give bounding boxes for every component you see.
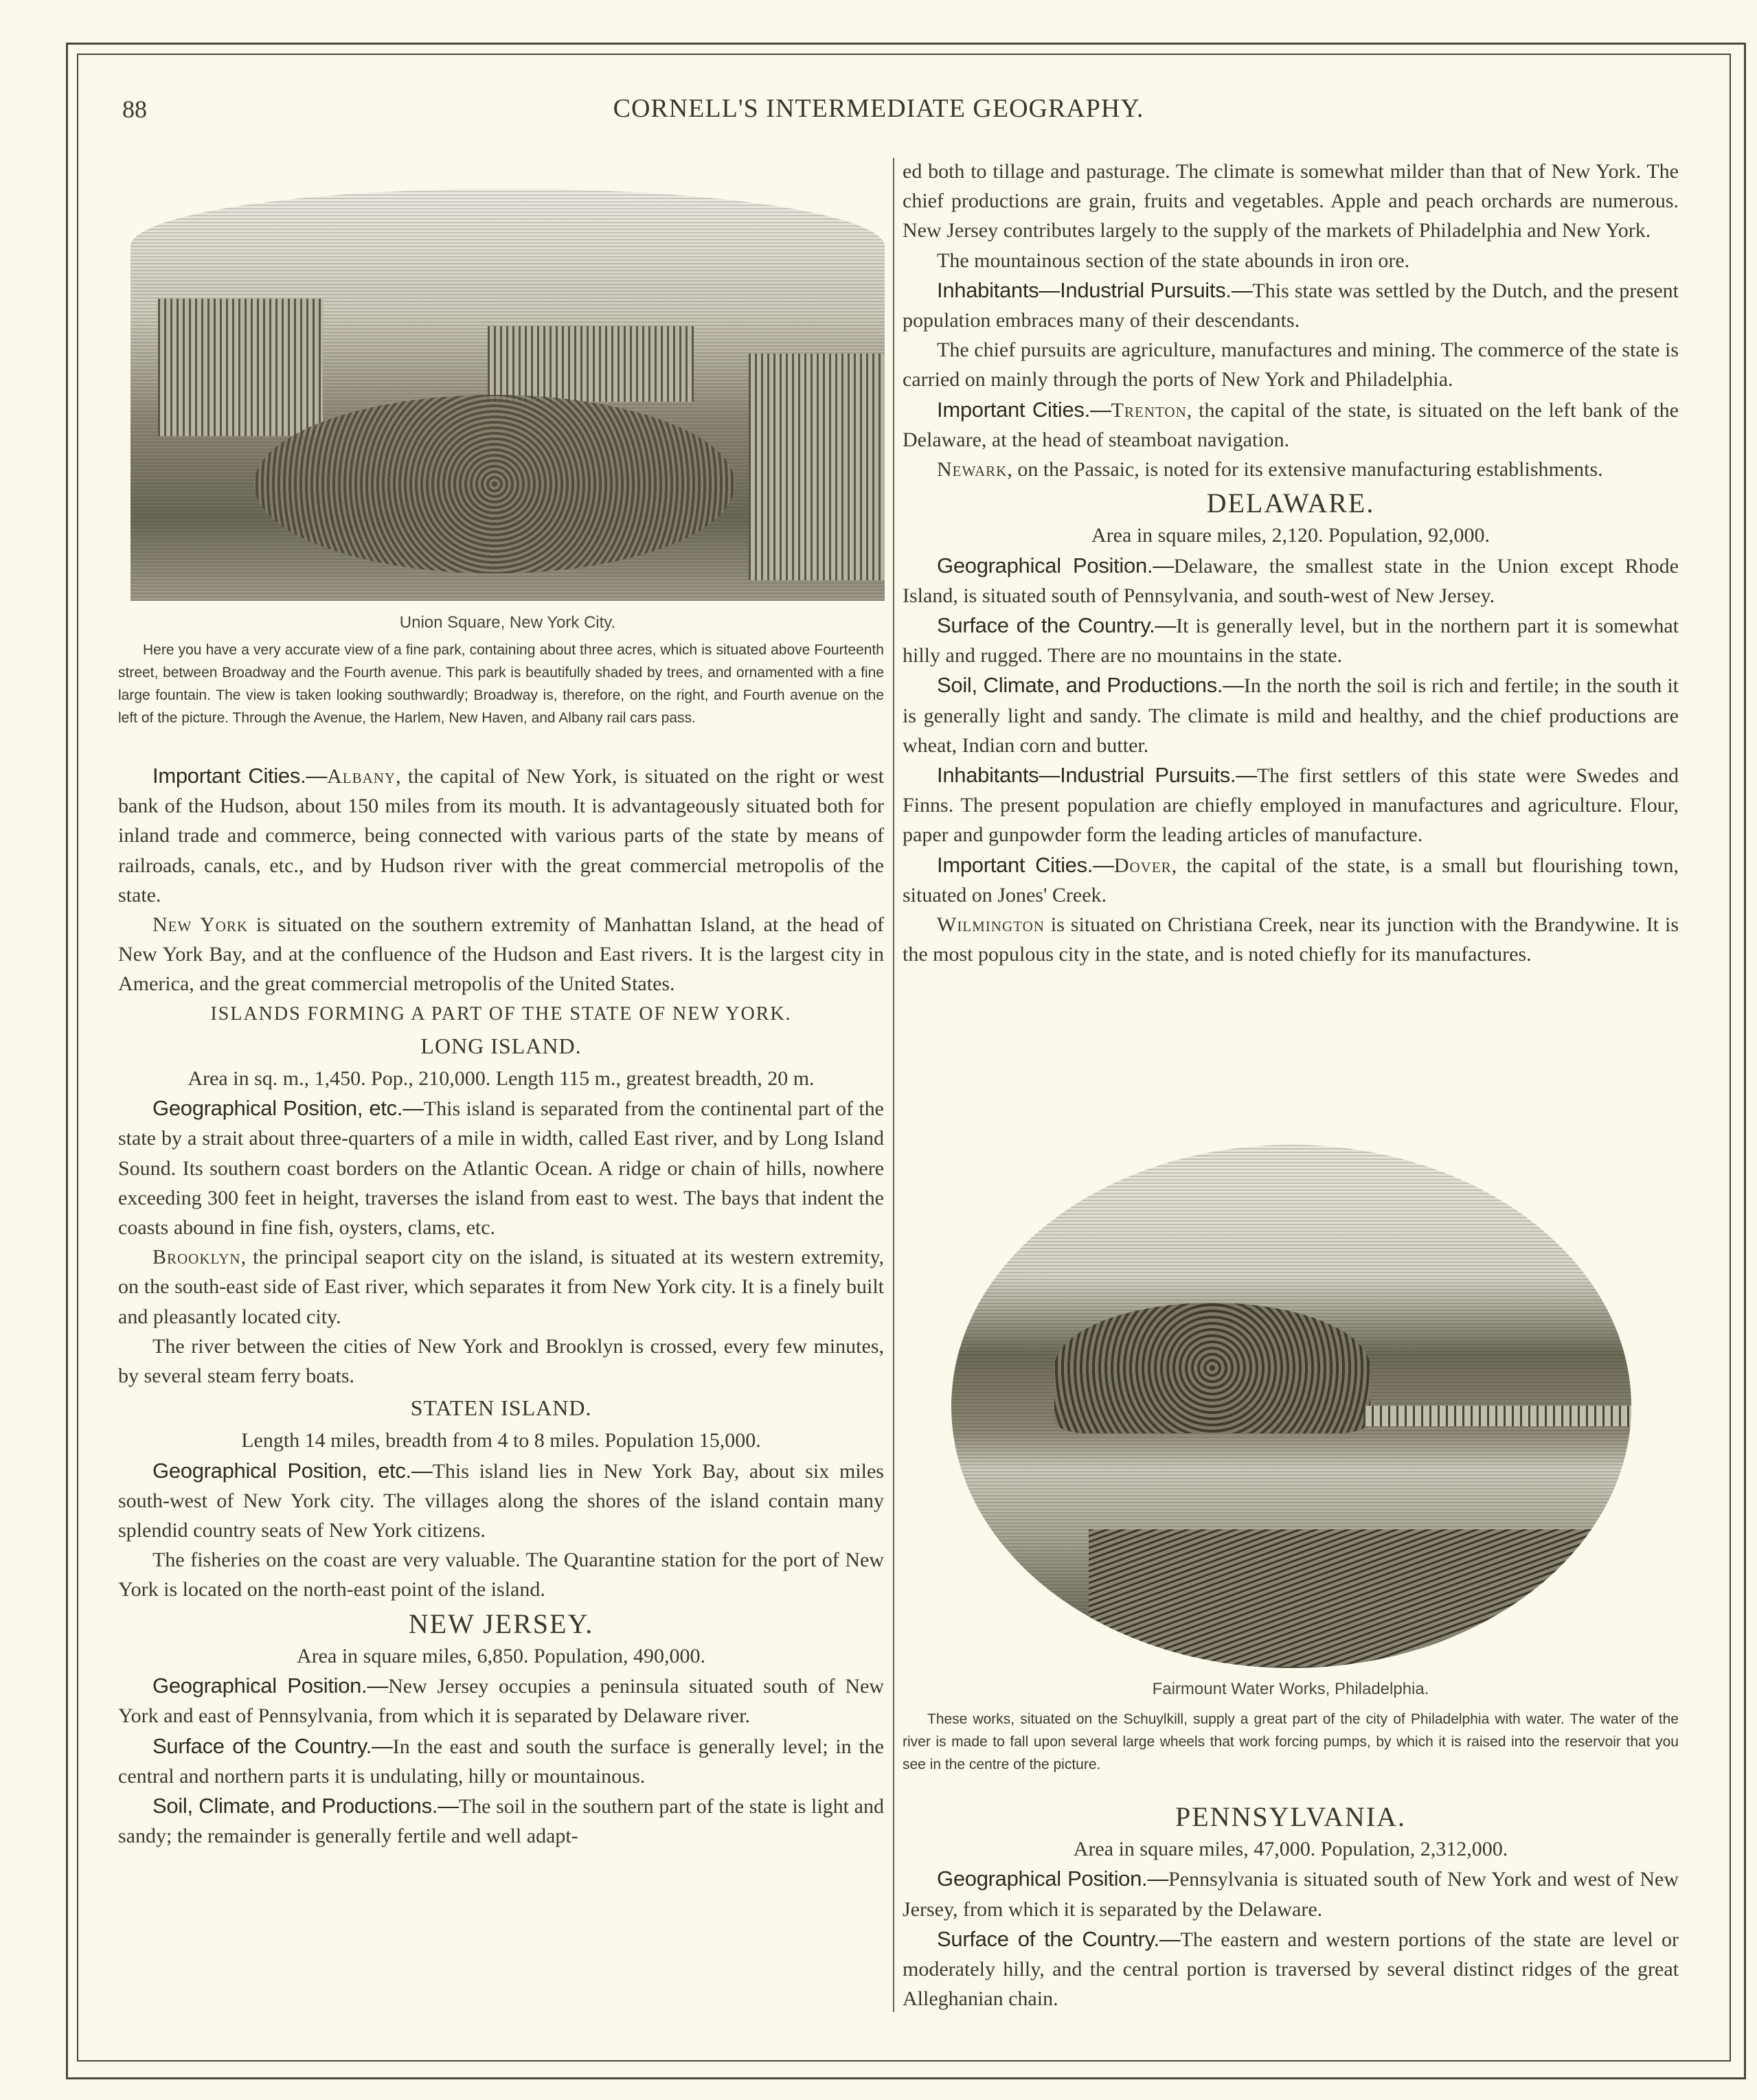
city-name: Wilmington [937, 913, 1045, 937]
reservoir-hill [1054, 1303, 1370, 1433]
run-in-heading: Important Cities.— [937, 397, 1111, 422]
paragraph-text: , the capital of the state, is situated on the left bank of the Delaware, at the head of steamboat navigation. [903, 398, 1679, 451]
paragraph-text: Delaware, the smallest state in the Union except Rhode Island, is situated south of Pennsylvania, and south-west of New Jersey. [903, 554, 1679, 607]
fairmount-water-works-engraving [951, 1145, 1631, 1668]
paragraph [903, 850, 1679, 910]
paragraph-text: The fisheries on the coast are very valuable. The Quarantine station for the port of New York is located on the north-east point of the island. [118, 1549, 884, 1601]
island-heading: LONG ISLAND. [420, 1033, 582, 1058]
statistics-line: Area in square miles, 2,120. Population, 92,000. [1091, 524, 1490, 547]
buildings-left [158, 299, 323, 436]
paragraph-text: In the north the soil is rich and fertile; in the south it is generally light and sandy. The climate is mild and healthy, and the chief productions are wheat, Indian corn and butter. [903, 674, 1679, 757]
state-heading: PENNSYLVANIA. [1175, 1801, 1407, 1832]
statistics-line: Area in square miles, 47,000. Population, 2,312,000. [1073, 1838, 1508, 1861]
paragraph [903, 455, 1679, 484]
paragraph [903, 1924, 1679, 2014]
paragraph-text: is situated on the southern extremity of Manhattan Island, at the head of New York Bay, and at the confluence of the Hudson and East rivers. It is the largest city in America, and the great commercial metropolis of the United States. [118, 913, 885, 996]
paragraph-text: The chief pursuits are agriculture, manufactures and mining. The commerce of the state is carried on mainly through the ports of New York and Philadelphia. [903, 339, 1679, 391]
paragraph [118, 1242, 884, 1332]
island-heading: STATEN ISLAND. [410, 1395, 592, 1421]
paragraph-text: , the capital of New York, is situated on the right or west bank of the Hudson, about 150 miles from its mouth. It is advantageously situated both for inland trade and commerce, being connected with various parts of the state by means of railroads, canals, etc., and by Hudson river with the great commercial metropolis of the state. [118, 765, 885, 906]
paragraph [118, 1456, 884, 1546]
paragraph [903, 760, 1679, 850]
column-divider [893, 158, 894, 2012]
paragraph-text: is situated on Christiana Creek, near its junction with the Brandywine. It is the most populous city in the state, and is noted chiefly for its manufactures. [903, 913, 1679, 966]
paragraph-text: The first settlers of this state were Swedes and Finns. The present population are chiefly employed in manufactures and agriculture. Flour, paper and gunpowder form the leading articles of manufacture. [903, 764, 1679, 847]
paragraph-text: New Jersey occupies a peninsula situated south of New York and east of Pennsylvania, from which it is separated by Delaware river. [118, 1675, 884, 1728]
paragraph-text: This state was settled by the Dutch, and the present population embraces many of their descendants. [903, 279, 1679, 332]
section-heading: ISLANDS FORMING A PART OF THE STATE OF NEW YORK. [210, 1003, 792, 1025]
statistics-line: Length 14 miles, breadth from 4 to 8 miles. Population 15,000. [241, 1429, 761, 1452]
city-name: Dover [1113, 854, 1172, 877]
city-name: New York [152, 913, 249, 937]
paragraph-text: ed both to tillage and pasturage. The climate is somewhat milder than that of New York. The chief productions are grain, fruits and vegetables. Apple and peach orchards are numerous. New Jersey contributes largely to the supply of the markets of Philadelphia and New York. [903, 160, 1679, 242]
run-in-heading: Inhabitants—Industrial Pursuits.— [937, 277, 1253, 302]
buildings-center [488, 326, 694, 402]
paragraph [118, 1731, 884, 1791]
right-column-text-bottom [903, 1798, 1679, 2013]
statistics-line: Area in sq. m., 1,450. Pop., 210,000. Length 115 m., greatest breadth, 20 m. [188, 1067, 815, 1091]
buildings-right [749, 354, 885, 580]
paragraph [903, 910, 1679, 969]
paragraph [118, 761, 884, 910]
paragraph-text: The soil in the southern part of the state is light and sandy; the remainder is generally fertile and well adapt- [118, 1794, 884, 1848]
city-name: Albany [327, 765, 396, 788]
paragraph-text: It is generally level, but in the northern part it is somewhat hilly and rugged. There are no mountains in the state. [903, 615, 1679, 667]
right-column-text-top [903, 157, 1679, 969]
run-in-heading: Soil, Climate, and Productions.— [152, 1793, 459, 1818]
paragraph-text: The eastern and western portions of the state are level or moderately hilly, and the central portion is traversed by several distinct ridges of the great Alleghanian chain. [903, 1928, 1679, 2011]
paragraph [903, 1864, 1679, 1924]
paragraph-text: In the east and south the surface is generally level; in the central and northern parts it is undulating, hilly or mountainous. [118, 1735, 884, 1788]
paragraph [903, 335, 1679, 394]
paragraph [118, 910, 884, 999]
paragraph-text: The river between the cities of New York and Brooklyn is crossed, every few minutes, by several steam ferry boats. [118, 1334, 884, 1388]
paragraph-text: , the principal seaport city on the island, is situated at its western extremity, on the south-east side of East river, which separates it from New York city. It is a finely built and pleasantly located city. [118, 1246, 884, 1328]
run-in-heading: Geographical Position.— [152, 1674, 389, 1698]
run-in-heading: Geographical Position, etc.— [152, 1096, 424, 1121]
run-in-heading: Geographical Position, etc.— [152, 1458, 433, 1483]
paragraph-text: , the capital of the state, is a small but flourishing town, situated on Jones' Creek. [903, 854, 1679, 906]
paragraph [903, 246, 1679, 275]
run-in-heading: Surface of the Country.— [937, 1926, 1181, 1951]
bridge [1363, 1406, 1631, 1426]
paragraph [903, 157, 1679, 246]
paragraph [903, 670, 1679, 760]
state-heading: NEW JERSEY. [408, 1608, 594, 1639]
paragraph [118, 1791, 884, 1851]
run-in-heading: Inhabitants—Industrial Pursuits.— [937, 763, 1257, 788]
run-in-heading: Geographical Position.— [937, 553, 1174, 578]
union-square-engraving [131, 189, 885, 601]
figure-caption-union-square: Union Square, New York City. [399, 613, 616, 632]
paragraph [903, 610, 1679, 670]
run-in-heading: Important Cities.— [152, 764, 328, 788]
figure-description-fairmount: These works, situated on the Schuylkill, supply a great part of the city of Philadelphia with water. The water of the river is made to fall upon several large wheels that work forcing pumps, by which it is raised into the reservoir that you see in the centre of the picture. [903, 1711, 1679, 1772]
paragraph-text: This island is separated from the continental part of the state by a strait about three-quarters of a mile in width, called East river, and by Long Island Sound. Its southern coast borders on the Atlantic Ocean. A ridge or chain of hills, nowhere exceeding 300 feet in height, traverses the island from east to west. The bays that indent the coasts abound in fine fish, oysters, clams, etc. [118, 1097, 884, 1240]
figure-description-union-square: Here you have a very accurate view of a fine park, containing about three acres, which is situated above Fourteenth street, between Broadway and the Fourth avenue. This park is beautifully shaded by trees, and ornamented with a fine large fountain. The view is taken looking southwardly; Broadway is, therefore, on the right, and Fourth avenue on the left of the picture. Through the Avenue, the Harlem, New Haven, and Albany rail cars pass. [118, 642, 884, 726]
run-in-heading: Surface of the Country.— [152, 1733, 393, 1758]
left-column-text [118, 761, 884, 1851]
run-in-heading: Surface of the Country.— [937, 613, 1177, 638]
paragraph [118, 1332, 884, 1391]
paragraph-text: This island lies in New York Bay, about six miles south-west of New York city. The villages along the shores of the island contain many splendid country seats of New York citizens. [118, 1459, 884, 1542]
statistics-line: Area in square miles, 6,850. Population, 490,000. [297, 1644, 705, 1667]
paragraph [903, 275, 1679, 335]
paragraph [903, 551, 1679, 610]
wharf-deck [1089, 1529, 1631, 1667]
figure-caption-fairmount: Fairmount Water Works, Philadelphia. [1152, 1680, 1429, 1698]
paragraph-text: , on the Passaic, is noted for its extensive manufacturing establishments. [1007, 458, 1603, 481]
city-name: Newark [937, 458, 1008, 481]
state-heading: DELAWARE. [1206, 488, 1375, 519]
park-trees [254, 395, 735, 573]
run-in-heading: Important Cities.— [937, 852, 1114, 877]
paragraph [118, 1093, 884, 1242]
run-in-heading: Geographical Position.— [937, 1867, 1169, 1891]
city-name: Brooklyn [152, 1246, 241, 1269]
paragraph [118, 1545, 884, 1604]
running-title: CORNELL'S INTERMEDIATE GEOGRAPHY. [613, 94, 1144, 123]
paragraph [903, 395, 1679, 455]
paragraph [118, 1671, 884, 1731]
page-number: 88 [122, 95, 147, 123]
city-name: Trenton [1111, 398, 1187, 422]
run-in-heading: Soil, Climate, and Productions.— [937, 673, 1244, 698]
paragraph-text: The mountainous section of the state abounds in iron ore. [937, 249, 1410, 272]
paragraph-text: Pennsylvania is situated south of New York and west of New Jersey, from which it is separated by the Delaware. [903, 1868, 1679, 1921]
